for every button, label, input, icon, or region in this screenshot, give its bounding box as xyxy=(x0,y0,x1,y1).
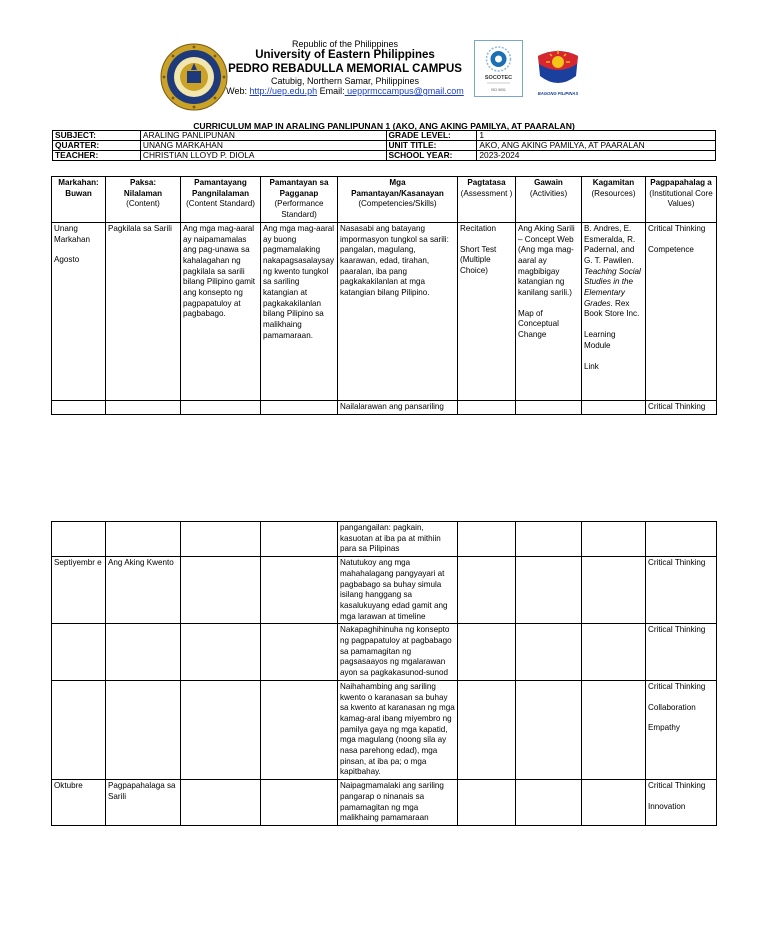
socotec-iso-logo xyxy=(474,40,523,97)
iso-label: ISO 9001 xyxy=(491,88,506,92)
info-row-subject xyxy=(53,131,716,141)
cell-activities: Ang Aking Sarili – Concept Web (Ang mga mag-aaral ay magbibigay katangian ng kanilang sarili.) Map of Conceptual Change xyxy=(516,222,582,400)
table-row xyxy=(52,557,717,624)
col-header-assessment: Pagtatasa (Assessment ) xyxy=(458,177,516,223)
subject-label: SUBJECT: xyxy=(53,131,141,141)
university-name: University of Eastern Philippines xyxy=(255,49,435,62)
cell-core-values: Critical Thinking xyxy=(646,624,717,681)
col-header-markahan: Markahan: Buwan xyxy=(52,177,106,223)
grade-value: 1 xyxy=(477,131,716,141)
cell-competency: Naihahambing ang sariling kwento o karanasan sa buhay sa kwento at karanasan ng mga kamag-aral ibang miyembro ng pamilya gaya ng mga kapatid, mga magulang (noong sila ay nasa parehong edad), mga pinsan, at iba pa; o mga kapitbahay. xyxy=(338,680,458,779)
course-info-table xyxy=(52,130,716,161)
cell-competency: Nakapaghihinuha ng konsepto ng pagpapatuloy at pagbabago sa pamamagitan ng pagsasaayos ng mgalarawan ayon sa pagkakasunod-sunod xyxy=(338,624,458,681)
cell-competency: Nasasabi ang batayang impormasyon tungkol sa sarili: pangalan, magulang, kaarawan, edad, tirahan, paaralan, iba pang pagkakakilanlan at mga katangian bilang Pilipino. xyxy=(338,222,458,400)
cell-topic: Pagkilala sa Sarili xyxy=(106,222,181,400)
table-row xyxy=(52,222,717,400)
teacher-label: TEACHER: xyxy=(53,151,141,161)
col-header-competencies: Mga Pamantayan/Kasanayan (Competencies/Skills) xyxy=(338,177,458,223)
bagong-pilipinas-label: BAGONG PILIPINAS xyxy=(537,91,579,96)
curriculum-table-page-2 xyxy=(51,521,717,826)
info-row-quarter xyxy=(53,141,716,151)
cell-performance-standard: Ang mga mag-aaral ay buong pagmamalaking nakapagsasalaysay ng kwento tungkol sa sariling katangian at pagkakakilanlan bilang Pilipino sa malikhaing pamamaraan. xyxy=(261,222,338,400)
table-row xyxy=(52,780,717,826)
col-header-performance-standard: Pamantayan sa Pagganap (Performance Standard) xyxy=(261,177,338,223)
cell-topic: Pagpapahalaga sa Sarili xyxy=(106,780,181,826)
cell-core-values: Critical Thinking Collaboration Empathy xyxy=(646,680,717,779)
unit-value: AKO, ANG AKING PAMILYA, AT PAARALAN xyxy=(477,141,716,151)
quarter-label: QUARTER: xyxy=(53,141,141,151)
cell-content-standard: Ang mga mag-aaral ay naipamamalas ang pag-unawa sa kahalagahan ng pagkilala sa sarili bilang Pilipino gamit ang konsepto ng pagpapatuloy at pagbabago. xyxy=(181,222,261,400)
website-link[interactable]: http://uep.edu.ph xyxy=(249,86,318,97)
teacher-value: CHRISTIAN LLOYD P. DIOLA xyxy=(140,151,386,161)
cell-competency: Nailalarawan ang pansariling xyxy=(338,400,458,414)
cell-core-values: Critical Thinking xyxy=(646,400,717,414)
col-header-resources: Kagamitan (Resources) xyxy=(582,177,646,223)
table-row xyxy=(52,522,717,557)
document-title: CURRICULUM MAP IN ARALING PANLIPUNAN 1 (AKO, ANG AKING PAMILYA, AT PAARALAN) xyxy=(193,121,575,131)
bagong-pilipinas-logo xyxy=(533,42,583,98)
col-header-content-standard: Pamantayang Pangnilalaman (Content Standard) xyxy=(181,177,261,223)
email-label: Email: xyxy=(319,86,345,97)
unit-label: UNIT TITLE: xyxy=(386,141,477,151)
web-label: Web: xyxy=(226,86,248,97)
year-value: 2023-2024 xyxy=(477,151,716,161)
letterhead xyxy=(200,39,490,96)
grade-label: GRADE LEVEL: xyxy=(386,131,477,141)
cell-assessment: Recitation Short Test (Multiple Choice) xyxy=(458,222,516,400)
republic-text: Republic of the Philippines xyxy=(291,39,399,49)
email-link[interactable]: uepprmccampus@gmail.com xyxy=(344,86,464,97)
col-header-activities: Gawain (Activities) xyxy=(516,177,582,223)
cell-core-values: Critical Thinking xyxy=(646,557,717,624)
cell-resources: B. Andres, E. Esmeralda, R. Padernal, and G. T. Pawilen. Teaching Social Studies in the Elementary Grades. Rex Book Store Inc. Learning Module Link xyxy=(582,222,646,400)
socotec-label: SOCOTEC xyxy=(484,75,513,81)
col-header-core-values: Pagpapahalag a (Institutional Core Values) xyxy=(646,177,717,223)
header-row xyxy=(52,177,717,223)
curriculum-table-page-1 xyxy=(51,176,717,415)
campus-name: PEDRO REBADULLA MEMORIAL CAMPUS xyxy=(228,62,462,75)
contact-line xyxy=(200,86,490,96)
cell-competency: pangangailan: pagkain, kasuotan at iba pa at mithiin para sa Pilipinas xyxy=(338,522,458,557)
address-text: Catubig, Northern Samar, Philippines xyxy=(270,75,420,86)
cell-quarter: Unang Markahan Agosto xyxy=(52,222,106,400)
cell-month: Oktubre xyxy=(52,780,106,826)
cell-month: Septiyembr e xyxy=(52,557,106,624)
table-row xyxy=(52,624,717,681)
cell-core-values: Critical Thinking Competence xyxy=(646,222,717,400)
col-header-paksa: Paksa: Nilalaman (Content) xyxy=(106,177,181,223)
cell-competency: Natutukoy ang mga mahahalagang pangyayari at pagbabago sa buhay simula isilang hanggang sa kasalukuyang edad gamit ang mga larawan at timeline xyxy=(338,557,458,624)
cell-topic: Ang Aking Kwento xyxy=(106,557,181,624)
info-row-teacher xyxy=(53,151,716,161)
table-row xyxy=(52,680,717,779)
subject-value: ARALING PANLIPUNAN xyxy=(140,131,386,141)
quarter-value: UNANG MARKAHAN xyxy=(140,141,386,151)
cell-competency: Naipagmamalaki ang sariling pangarap o ninanais sa pamamagitan ng mga malikhaing pamamaraan xyxy=(338,780,458,826)
table-row xyxy=(52,400,717,414)
year-label: SCHOOL YEAR: xyxy=(386,151,477,161)
cell-core-values: Critical Thinking Innovation xyxy=(646,780,717,826)
